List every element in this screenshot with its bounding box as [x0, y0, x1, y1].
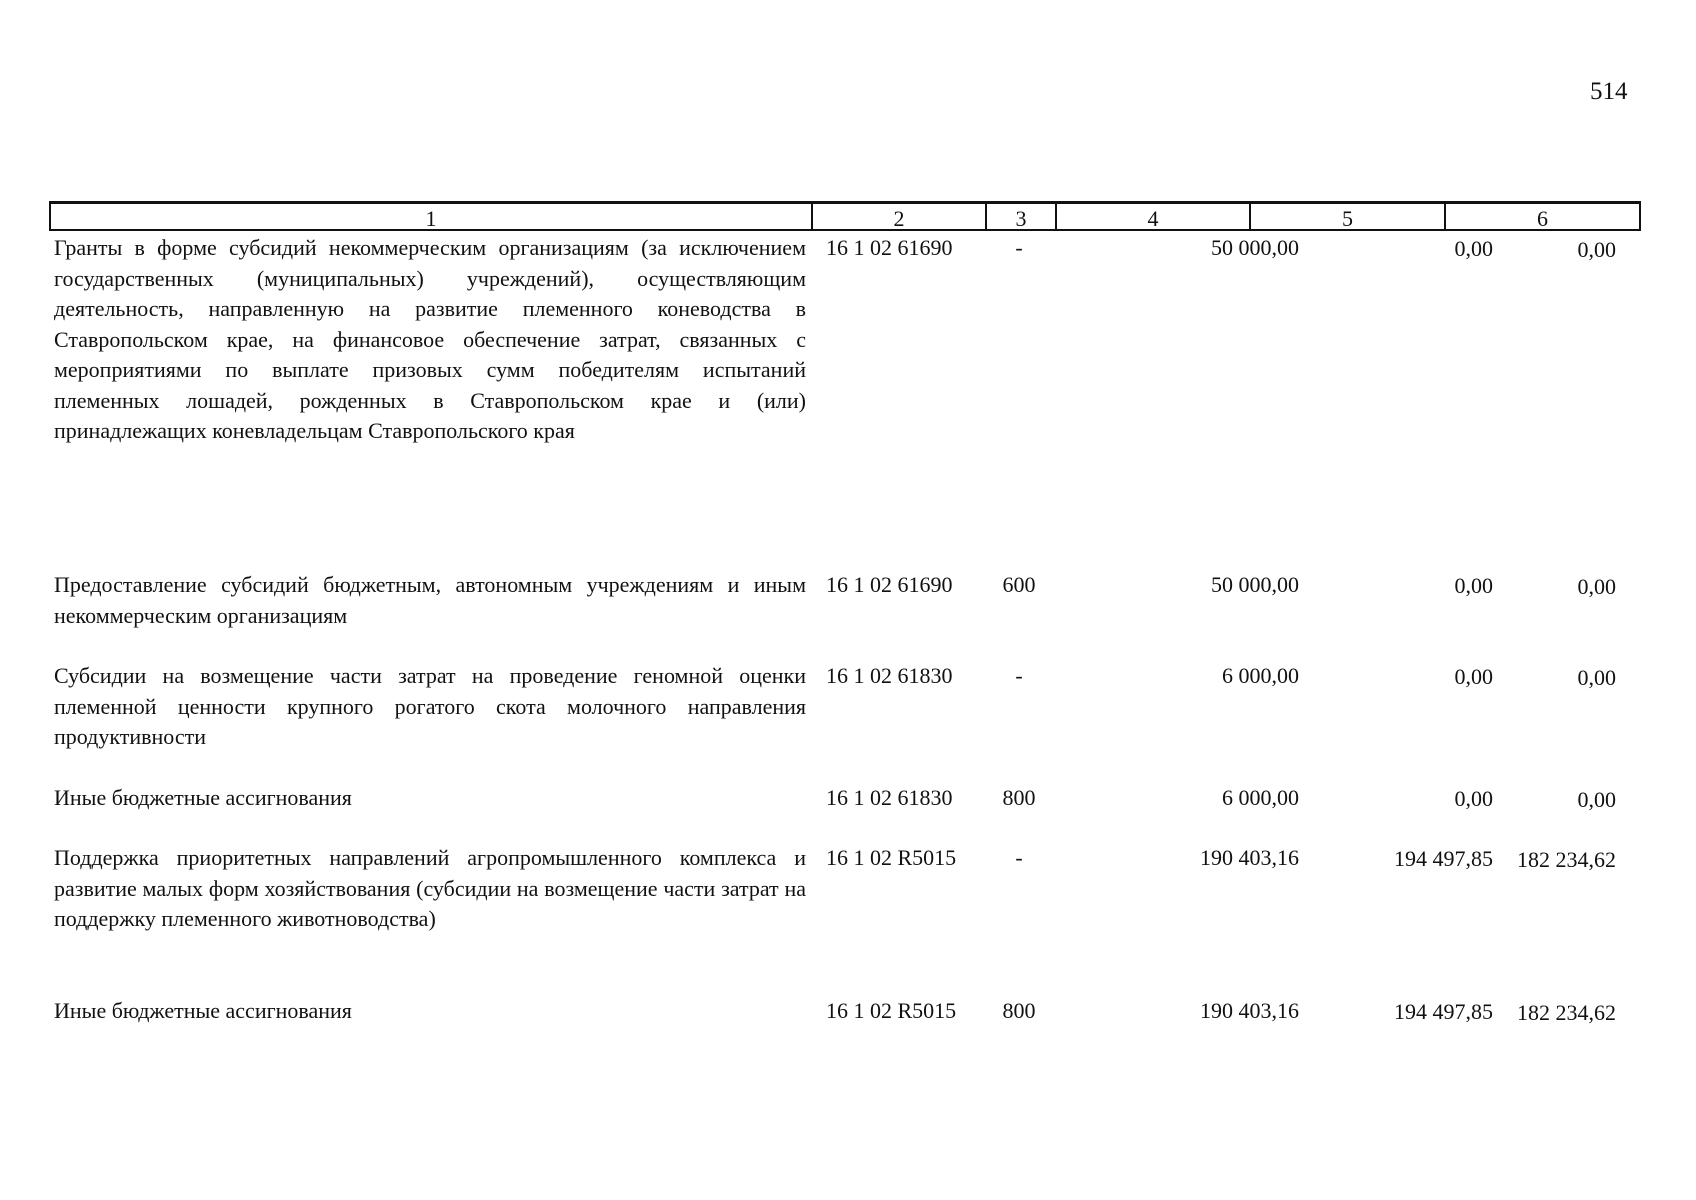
row-value-6: 0,00	[1577, 665, 1616, 690]
row-name: Иные бюджетные ассигнования	[54, 785, 352, 810]
row-value-6: 182 234,62	[1517, 1000, 1616, 1025]
row-name: Субсидии на возмещение части затрат на проведение геномной оценки племенной ценности крупного рогатого скота молочного направления продуктивности	[54, 663, 806, 749]
row-value-4: 50 000,00	[1211, 235, 1299, 260]
row-value-4: 6 000,00	[1222, 663, 1299, 688]
header-col-2: 2	[813, 204, 987, 229]
row-value-5: 0,00	[1454, 236, 1493, 261]
row-name: Предоставление субсидий бюджетным, автономным учреждениям и иным некоммерческим организациям	[54, 572, 806, 628]
row-type: -	[1015, 235, 1023, 260]
row-value-4: 190 403,16	[1200, 845, 1299, 870]
row-value-5: 194 497,85	[1394, 999, 1493, 1024]
row-value-6: 182 234,62	[1517, 847, 1616, 872]
row-value-6: 0,00	[1577, 237, 1616, 262]
row-value-4: 190 403,16	[1200, 998, 1299, 1023]
row-code: 16 1 02 61690	[826, 572, 953, 597]
row-type: -	[1015, 663, 1023, 688]
row-code: 16 1 02 61690	[826, 235, 953, 260]
row-name: Поддержка приоритетных направлений агропромышленного комплекса и развитие малых форм хозяйствования (субсидии на возмещение части затрат на поддержку племенного животноводства)	[54, 845, 806, 931]
row-type: 800	[1002, 785, 1036, 810]
row-code: 16 1 02 R5015	[826, 845, 957, 870]
header-col-5: 5	[1251, 204, 1446, 229]
table-header	[49, 201, 1641, 231]
header-col-3: 3	[987, 204, 1057, 229]
row-value-6: 0,00	[1577, 787, 1616, 812]
row-type: 600	[1002, 572, 1036, 597]
row-value-5: 0,00	[1454, 573, 1493, 598]
row-name: Иные бюджетные ассигнования	[54, 998, 352, 1023]
row-value-4: 50 000,00	[1211, 572, 1299, 597]
row-value-5: 0,00	[1454, 664, 1493, 689]
row-value-4: 6 000,00	[1222, 785, 1299, 810]
row-value-6: 0,00	[1577, 574, 1616, 599]
page-number: 514	[1590, 78, 1628, 105]
header-col-4: 4	[1057, 204, 1251, 229]
header-col-1: 1	[51, 204, 813, 229]
row-code: 16 1 02 R5015	[826, 998, 957, 1023]
row-type: -	[1015, 845, 1023, 870]
row-code: 16 1 02 61830	[826, 785, 953, 810]
row-name: Гранты в форме субсидий некоммерческим организациям (за исключением государственных (муниципальных) учреждений), осуществляющим деятельность, направленную на развитие племенного коневодства в Ставропольском крае, на финансовое обеспечение затрат, связанных с мероприятиями по выплате призовых сумм победителям испытаний племенных лошадей, рожденных в Ставропольском крае и (или) принадлежащих коневладельцам Ставропольского края	[54, 235, 806, 443]
row-type: 800	[1002, 998, 1036, 1023]
row-value-5: 194 497,85	[1394, 846, 1493, 871]
header-col-6: 6	[1537, 206, 1548, 231]
row-value-5: 0,00	[1454, 786, 1493, 811]
row-code: 16 1 02 61830	[826, 663, 953, 688]
